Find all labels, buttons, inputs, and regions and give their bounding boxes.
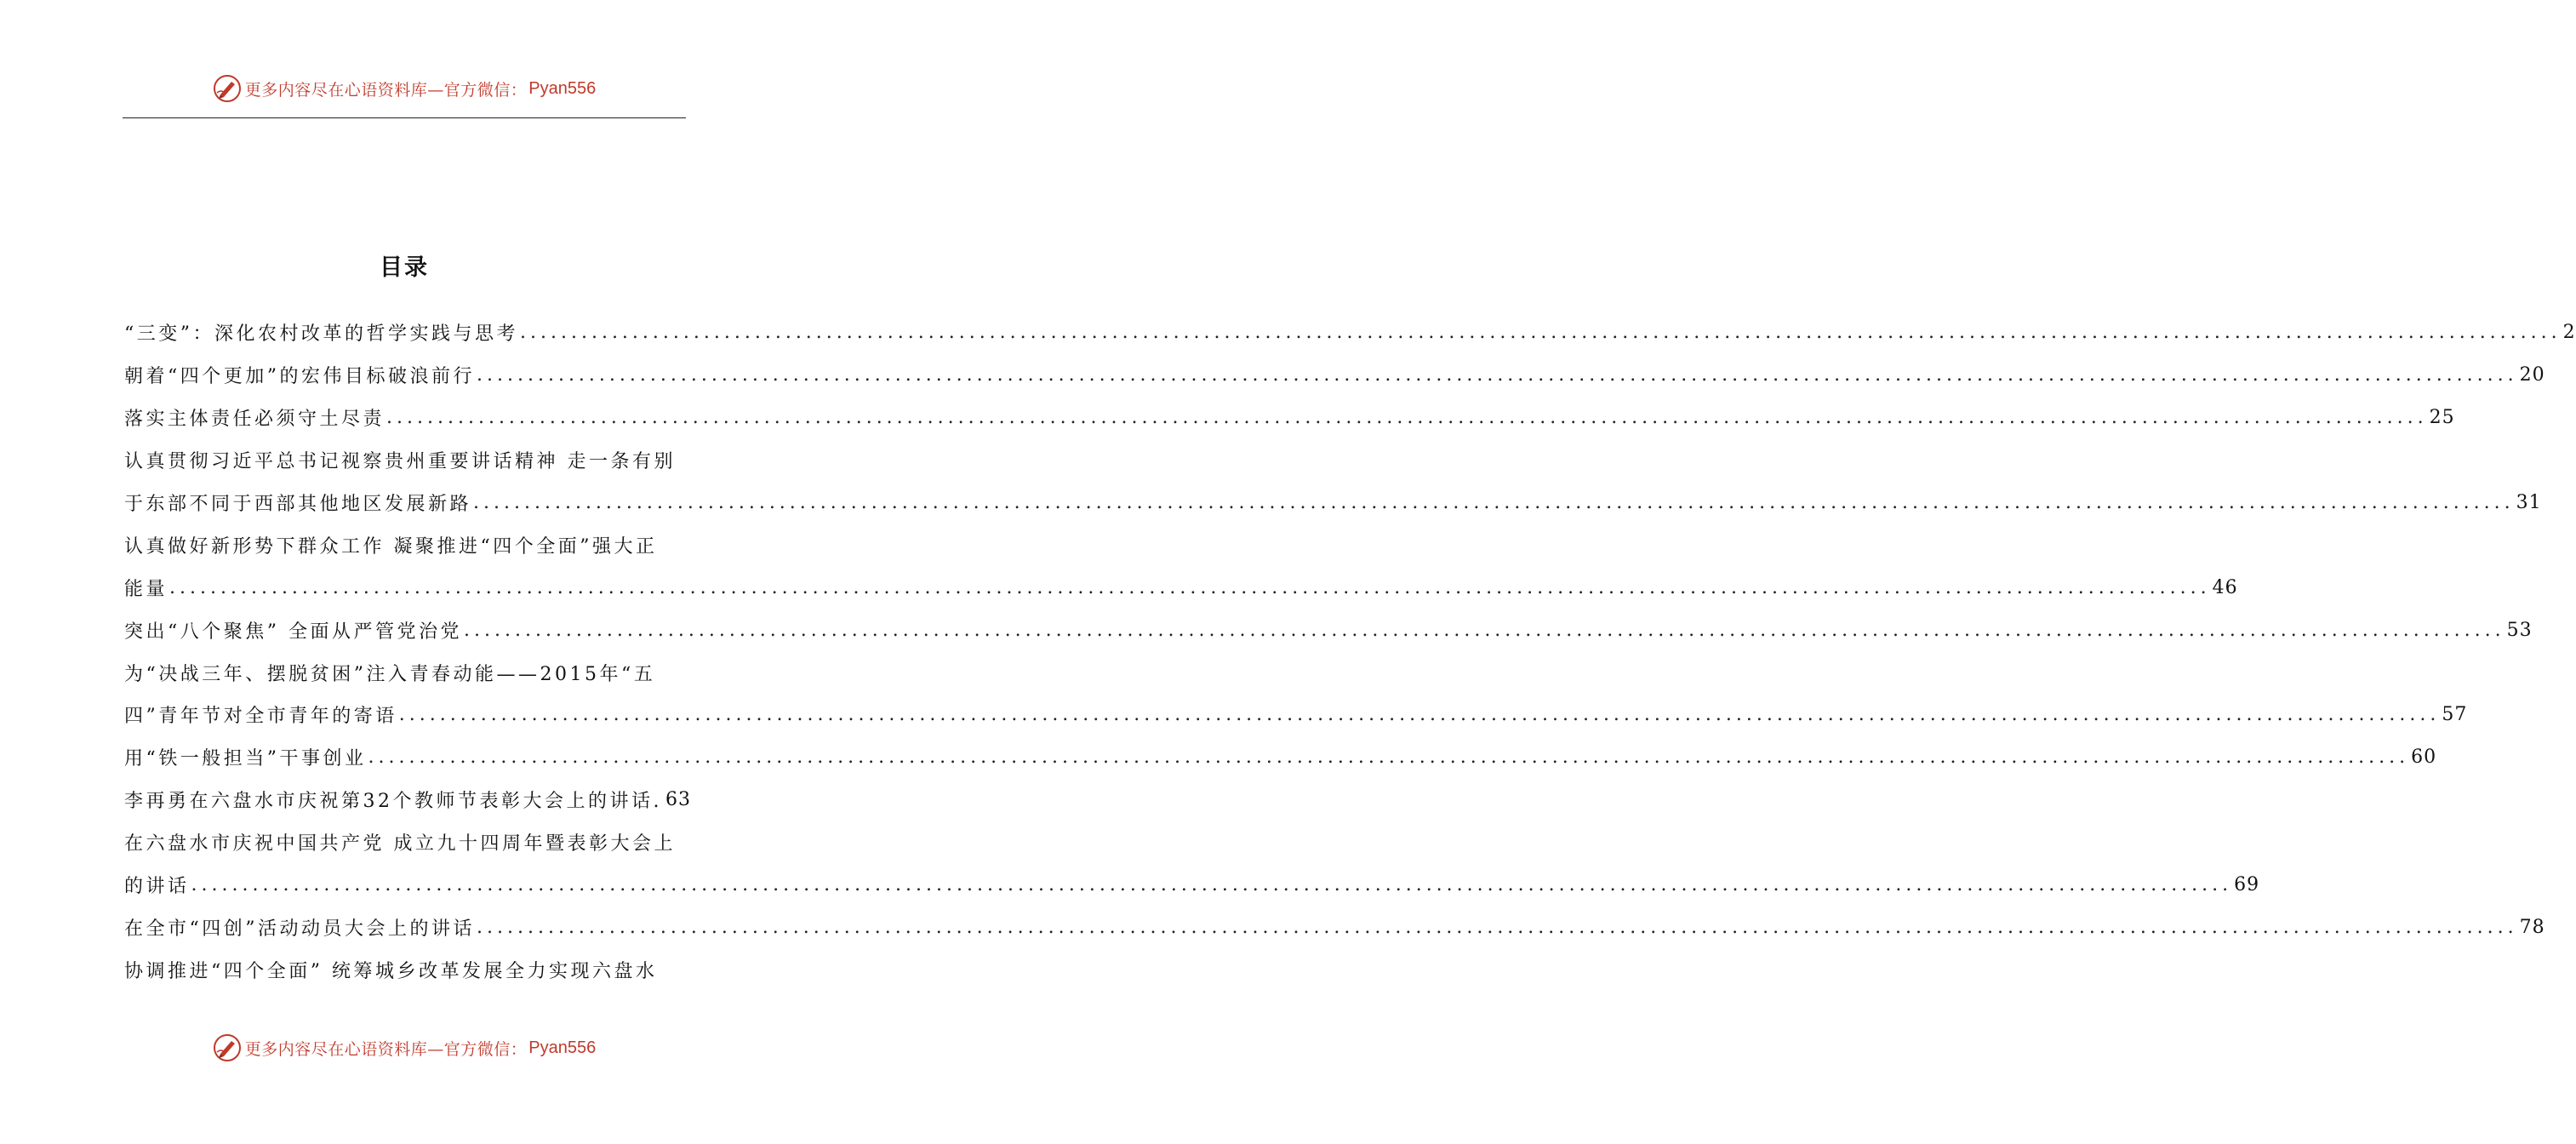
header-watermark <box>0 72 808 106</box>
toc-entry-text: 突出“八个聚焦” 全面从严管党治党 <box>124 621 462 643</box>
toc-entry-text: 四”青年节对全市青年的寄语 <box>124 706 397 728</box>
toc-line[interactable] <box>124 566 2238 609</box>
pen-logo-icon <box>213 1033 242 1062</box>
toc-line[interactable] <box>124 397 2455 439</box>
toc-page-number: 57 <box>2442 704 2468 726</box>
toc-entry-text: 于东部不同于西部其他地区发展新路 <box>124 494 472 515</box>
toc-line[interactable] <box>124 864 2260 907</box>
toc-page-number: 60 <box>2411 746 2437 769</box>
header-rule <box>123 117 686 118</box>
page-title: 目录 <box>380 255 429 281</box>
toc-page-number: 63 <box>665 789 691 811</box>
toc-page-number: 46 <box>2212 576 2238 598</box>
toc-page-number: 69 <box>2234 874 2260 896</box>
dot-leader: ........................................................................................................................................................................................................ <box>368 746 2410 769</box>
toc-page-number: 53 <box>2506 619 2533 641</box>
toc-entry-text: 朝着“四个更加”的宏伟目标破浪前行 <box>124 366 475 388</box>
toc-line[interactable] <box>124 609 2533 651</box>
toc-line[interactable] <box>124 906 2545 948</box>
dot-leader: ........................................................................................................................................................................................................ <box>386 407 2428 429</box>
toc-line[interactable] <box>124 523 686 566</box>
toc-line[interactable] <box>124 354 2545 397</box>
toc-entry-text: 在全市“四创”活动动员大会上的讲话 <box>124 918 475 940</box>
dot-leader: ........................................................................................................................................................................................................ <box>520 322 2562 344</box>
watermark-text: 更多内容尽在心语资料库—官方微信： <box>244 80 528 100</box>
footer-watermark <box>0 1031 808 1065</box>
toc-line[interactable] <box>124 482 2542 524</box>
toc-line[interactable] <box>124 948 686 991</box>
toc-entry-text: 认真做好新形势下群众工作 凝聚推进“四个全面”强大正 <box>124 535 658 558</box>
dot-leader: ........................................................................................................................................................................................................ <box>169 576 2211 598</box>
toc-entry-text: 的讲话 <box>124 876 190 898</box>
toc-entry-text: 认真贯彻习近平总书记视察贵州重要讲话精神 走一条有别 <box>124 451 676 473</box>
toc-entry-text: “三变”：深化农村改革的哲学实践与思考 <box>124 323 518 346</box>
toc-line[interactable] <box>124 439 686 482</box>
toc-entry-text: 落实主体责任必须守土尽责 <box>124 409 386 431</box>
dot-leader: ........................................................................................................................................................................................................ <box>398 704 2441 726</box>
pen-logo-icon <box>213 74 242 103</box>
toc-page-number: 2 <box>2562 322 2576 344</box>
toc-entry-text: 在六盘水市庆祝中国共产党 成立九十四周年暨表彰大会上 <box>124 833 676 855</box>
toc-page-number: 78 <box>2519 916 2545 938</box>
toc-page-number: 25 <box>2429 407 2455 429</box>
toc-line[interactable] <box>124 779 691 821</box>
dot-leader: ........................................................................................................................................................................................................ <box>473 492 2515 513</box>
dot-leader: ........................................................................................................................................................................................................ <box>191 874 2233 896</box>
toc-page-number: 20 <box>2519 364 2545 386</box>
toc-entry-text: 能量 <box>124 578 168 600</box>
dot-leader: ........................................................................................................................................................................................................ <box>477 364 2518 386</box>
toc-page-number: 31 <box>2516 492 2542 513</box>
toc-entry-text: 用“铁一般担当”干事创业 <box>124 748 367 770</box>
toc-line[interactable] <box>124 312 2576 354</box>
toc-entry-text: 协调推进“四个全面” 统筹城乡改革发展全力实现六盘水 <box>124 960 658 982</box>
toc-line[interactable] <box>124 821 686 864</box>
toc-entry-text: 为“决战三年、摆脱贫困”注入青春动能——2015年“五 <box>124 663 656 685</box>
toc-entry-text: 李再勇在六盘水市庆祝第32个教师节表彰大会上的讲话. <box>124 791 662 813</box>
toc-line[interactable] <box>124 736 2437 779</box>
watermark-wechat-id: Pyan556 <box>528 78 597 98</box>
table-of-contents <box>124 312 2576 991</box>
dot-leader: ........................................................................................................................................................................................................ <box>477 916 2518 938</box>
toc-line[interactable] <box>124 694 2468 736</box>
dot-leader: ........................................................................................................................................................................................................ <box>464 619 2505 641</box>
toc-line[interactable] <box>124 651 686 694</box>
watermark-text: 更多内容尽在心语资料库—官方微信： <box>244 1039 528 1059</box>
watermark-wechat-id: Pyan556 <box>528 1038 597 1057</box>
